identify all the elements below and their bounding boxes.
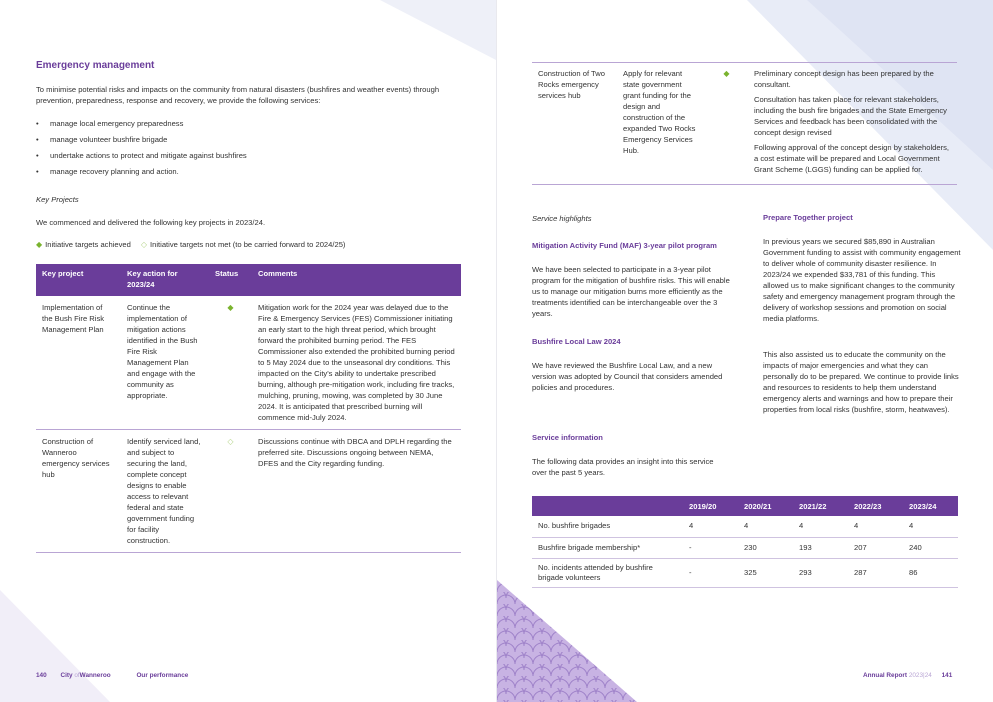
table-cell: 4 [903,516,958,537]
service-info-text: The following data provides an insight into this service over the past 5 years. [532,457,714,477]
prepare-heading: Prepare Together project [763,213,853,222]
project-cell: Construction of Wanneroo emergency services hub [36,430,121,553]
filled-diamond-icon: ◆ [227,303,234,312]
action-cell: Apply for relevant state government grant funding for the design and construction of the expanded Two Rocks Emergency Services Hub. [617,63,705,185]
table-header-row [36,264,461,296]
report-year: 2023|24 [908,672,932,679]
right-page [497,0,993,702]
table-row [36,430,461,553]
corner-decoration-bottom [0,560,120,702]
table-cell: 86 [903,558,958,587]
table-row [532,516,958,537]
column-header: 2019/20 [683,496,738,516]
row-label: Bushfire brigade membership* [532,537,683,558]
corner-decoration-top [360,0,496,60]
key-projects-label: Key Projects [36,195,79,204]
column-header: Comments [252,264,461,296]
hollow-diamond-icon: ◇ [140,239,148,249]
org-name-part: Wanneroo [79,672,111,679]
comment-paragraph: Consultation has taken place for relevant stakeholders, including the bush fire brigades and the State Emergency Services and feedback has been consolidated with the concept design revised [754,95,947,137]
table-header-row [532,496,958,516]
action-cell: Continue the implementation of mitigation actions identified in the Bush Fire Risk Management Plan and engage with the community as appropriate. [121,296,209,430]
column-header: 2020/21 [738,496,793,516]
table-cell: 230 [738,537,793,558]
service-highlights-label: Service highlights [532,214,592,223]
org-name-part: City [60,672,73,679]
report-name: Annual Report [863,672,908,679]
table-cell: - [683,537,738,558]
table-row [532,537,958,558]
list-item: • manage local emergency preparedness [36,119,247,135]
row-label: No. bushfire brigades [532,516,683,537]
prepare-text-2: This also assisted us to educate the community on the impacts of major emergencies and what they can personally do to be prepared. We continue to provide links and resources to residents to help them understand emergency alerts and warnings and how to prepare their properties from local risks (bushfire, storm, heatwaves). [763,350,959,414]
table-cell: 4 [738,516,793,537]
filled-diamond-icon: ◆ [723,69,730,78]
page-number: 140 [36,672,47,679]
status-legend [36,240,345,249]
table-cell: 4 [793,516,848,537]
legend-achieved-label: Initiative targets achieved [45,240,131,249]
maf-heading: Mitigation Activity Fund (MAF) 3-year pilot program [532,241,717,250]
column-header [532,496,683,516]
table-cell: 4 [683,516,738,537]
services-list [36,119,247,183]
maf-text: We have been selected to participate in a 3-year pilot program for the mitigation of bushfire risks. This will enable us to manage our mitigation burns more efficiently as the treatments identified can be interchangeable over the 3 years. [532,265,730,318]
org-name-part: of [74,672,80,679]
table-cell: 193 [793,537,848,558]
local-law-text: We have reviewed the Bushfire Local Law, and a new version was adopted by Council that considers amended policies and procedures. [532,361,723,392]
prepare-text-1: In previous years we secured $85,890 in Australian Government funding to assist with community engagement to deliver whole of community disaster resilience. In 2023/24 we expended $33,781 of this funding. This allowed us to make significant changes to the community safety and emergency management program through the delivery of workshop sessions and promotion on social media platforms. [763,237,961,323]
service-info-heading: Service information [532,433,603,442]
legend-not-met [141,240,346,249]
service-info-table [532,496,958,588]
table-cell: - [683,558,738,587]
comments-cell [748,63,957,185]
comments-cell: Mitigation work for the 2024 year was delayed due to the Fire & Emergency Services (FES) Commissioner initiating an early start to the high threat period, which brought forward the prohibited burning period. The FES Commissioner also extended the prohibited burning period to 5 May 2024 due to the unseasonal dry conditions. This impacted on the City's ability to undertake prescribed burning, although pre-mitigation work, including fire tracks, mulching, pruning, mowing, was completed by 30 June 2024. It is anticipated that prescribed burning will commence mid-July 2024. [252,296,461,430]
action-cell: Identify serviced land, and subject to securing the land, complete concept designs to enable access to relevant federal and state government funding for facility construction. [121,430,209,553]
scallop-pattern-decoration [497,580,637,702]
local-law-heading: Bushfire Local Law 2024 [532,337,621,346]
column-header: Status [209,264,252,296]
filled-diamond-icon: ◆ [36,239,43,249]
legend-achieved [36,240,131,249]
status-cell [209,296,252,430]
table-cell: 325 [738,558,793,587]
table-cell: 240 [903,537,958,558]
page-number: 141 [941,672,953,679]
key-projects-intro: We commenced and delivered the following key projects in 2023/24. [36,218,266,227]
left-page [0,0,496,702]
table-cell: 287 [848,558,903,587]
list-item: • undertake actions to protect and mitigate against bushfires [36,151,247,167]
project-cell: Construction of Two Rocks emergency services hub [532,63,617,185]
key-projects-table [36,264,461,553]
section-heading: Emergency management [36,60,155,71]
table-row [532,558,958,587]
row-label: No. incidents attended by bushfire brigade volunteers [532,558,683,587]
table-cell: 293 [793,558,848,587]
table-cell: 4 [848,516,903,537]
project-cell: Implementation of the Bush Fire Risk Management Plan [36,296,121,430]
column-header: Key project [36,264,121,296]
status-cell [209,430,252,553]
status-cell [705,63,748,185]
column-header: 2021/22 [793,496,848,516]
column-header: 2023/24 [903,496,958,516]
page-footer-left [36,672,188,679]
table-row [532,63,957,185]
list-item: • manage volunteer bushfire brigade [36,135,247,151]
comments-cell: Discussions continue with DBCA and DPLH regarding the preferred site. Discussions ongoing between NEMA, DFES and the City regarding funding. [252,430,461,553]
hollow-diamond-icon: ◇ [227,437,234,446]
column-header: Key action for 2023/24 [121,264,209,296]
comment-paragraph: Preliminary concept design has been prepared by the consultant. [754,69,934,89]
legend-not-met-label: Initiative targets not met (to be carried forward to 2024/25) [150,240,346,249]
comment-paragraph: Following approval of the concept design by stakeholders, a cost estimate will be prepared and Local Government Grant Scheme (LGGS) funding can be applied for. [754,143,950,174]
intro-text: To minimise potential risks and impacts on the community from natural disasters (bushfires and weather events) through prevention, preparedness, response and recovery, we provide the following services: [36,85,440,105]
table-row [36,296,461,430]
list-item: • manage recovery planning and action. [36,167,247,183]
continued-projects-table [532,62,957,185]
table-cell: 207 [848,537,903,558]
section-name: Our performance [136,672,189,679]
page-footer-right [863,672,952,679]
column-header: 2022/23 [848,496,903,516]
